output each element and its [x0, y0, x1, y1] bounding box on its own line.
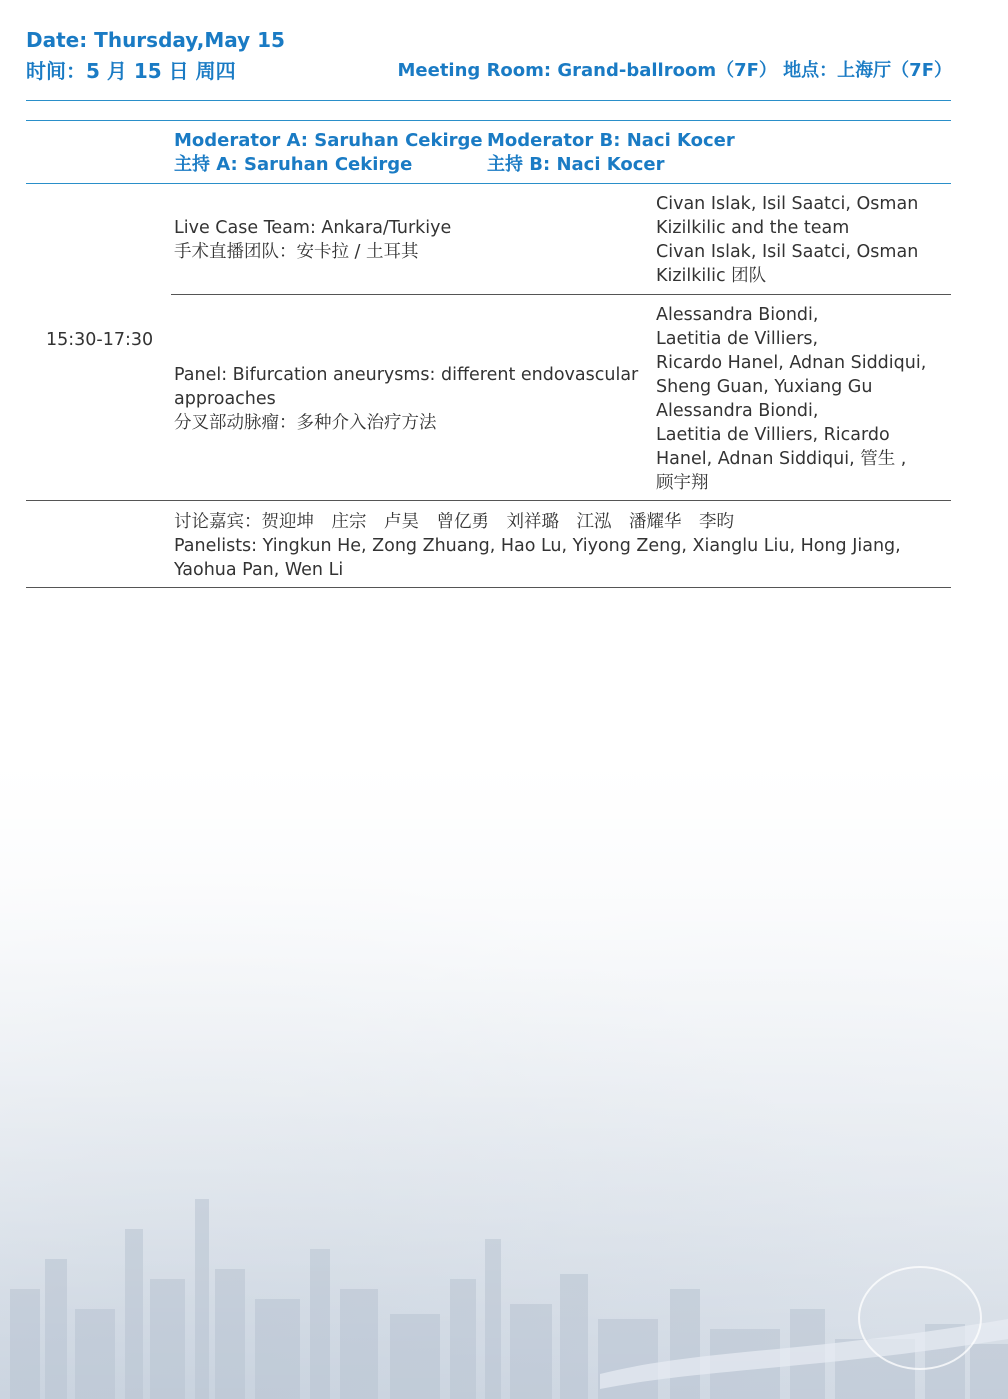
table-top-border — [26, 120, 951, 121]
date-cn: 时间：5 月 15 日 周四 — [26, 59, 236, 83]
row1-people — [656, 192, 918, 288]
row2-people-line: Alessandra Biondi, — [656, 305, 819, 325]
row2-topic-en-2: approaches — [174, 389, 276, 409]
row1-people-line: Civan Islak, Isil Saatci, Osman — [656, 242, 919, 262]
moderator-a-en: Moderator A: Saruhan Cekirge — [174, 130, 483, 151]
row2-people-line: Sheng Guan, Yuxiang Gu — [656, 377, 873, 397]
row1-topic-en: Live Case Team: Ankara/Turkiye — [174, 218, 452, 238]
row2-topic-en-1: Panel: Bifurcation aneurysms: different endovascular — [174, 365, 639, 385]
table-bottom-border — [26, 587, 951, 588]
row1-people-line: Civan Islak, Isil Saatci, Osman — [656, 194, 919, 214]
session-time: 15:30-17:30 — [46, 330, 154, 350]
row2-people-line: Ricardo Hanel, Adnan Siddiqui, — [656, 353, 927, 373]
skyline-illustration — [0, 1139, 1008, 1399]
row1-topic — [174, 216, 451, 264]
moderator-b-en: Moderator B: Naci Kocer — [487, 130, 735, 151]
row2-people-line: Laetitia de Villiers, — [656, 329, 819, 349]
panelists-en-2: Yaohua Pan, Wen Li — [174, 560, 344, 580]
row1-divider — [171, 294, 951, 295]
row2-people-line: Alessandra Biondi, — [656, 401, 819, 421]
panelists-cn: 讨论嘉宾：贺迎坤 庄宗 卢昊 曾亿勇 刘祥璐 江泓 潘耀华 李昀 — [174, 512, 734, 532]
row1-topic-cn: 手术直播团队：安卡拉 / 土耳其 — [174, 242, 419, 262]
row2-people-line: Laetitia de Villiers, Ricardo — [656, 425, 890, 445]
row2-people — [656, 303, 926, 495]
row1-people-line: Kizilkilic and the team — [656, 218, 850, 238]
moderator-b-cn: 主持 B: Naci Kocer — [487, 154, 665, 175]
watermark-emblem — [858, 1266, 982, 1370]
panelists-en-1: Panelists: Yingkun He, Zong Zhuang, Hao Lu, Yiyong Zeng, Xianglu Liu, Hong Jiang, — [174, 536, 901, 556]
header-divider — [26, 100, 951, 101]
row2-topic — [174, 363, 638, 435]
row2-people-line: Hanel, Adnan Siddiqui, 管生 , — [656, 449, 907, 469]
date-en: Date: Thursday,May 15 — [26, 28, 285, 52]
moderator-a-cn: 主持 A: Saruhan Cekirge — [174, 154, 413, 175]
panelists — [174, 510, 901, 582]
session-divider — [26, 500, 951, 501]
row2-topic-cn: 分叉部动脉瘤：多种介入治疗方法 — [174, 413, 437, 433]
meeting-room: Meeting Room: Grand-ballroom（7F） 地点：上海厅（7F） — [397, 60, 952, 81]
row1-people-line: Kizilkilic 团队 — [656, 266, 767, 286]
city-background — [0, 759, 1008, 1399]
moderator-row-divider — [26, 183, 951, 184]
row2-people-line: 顾宇翔 — [656, 473, 709, 493]
